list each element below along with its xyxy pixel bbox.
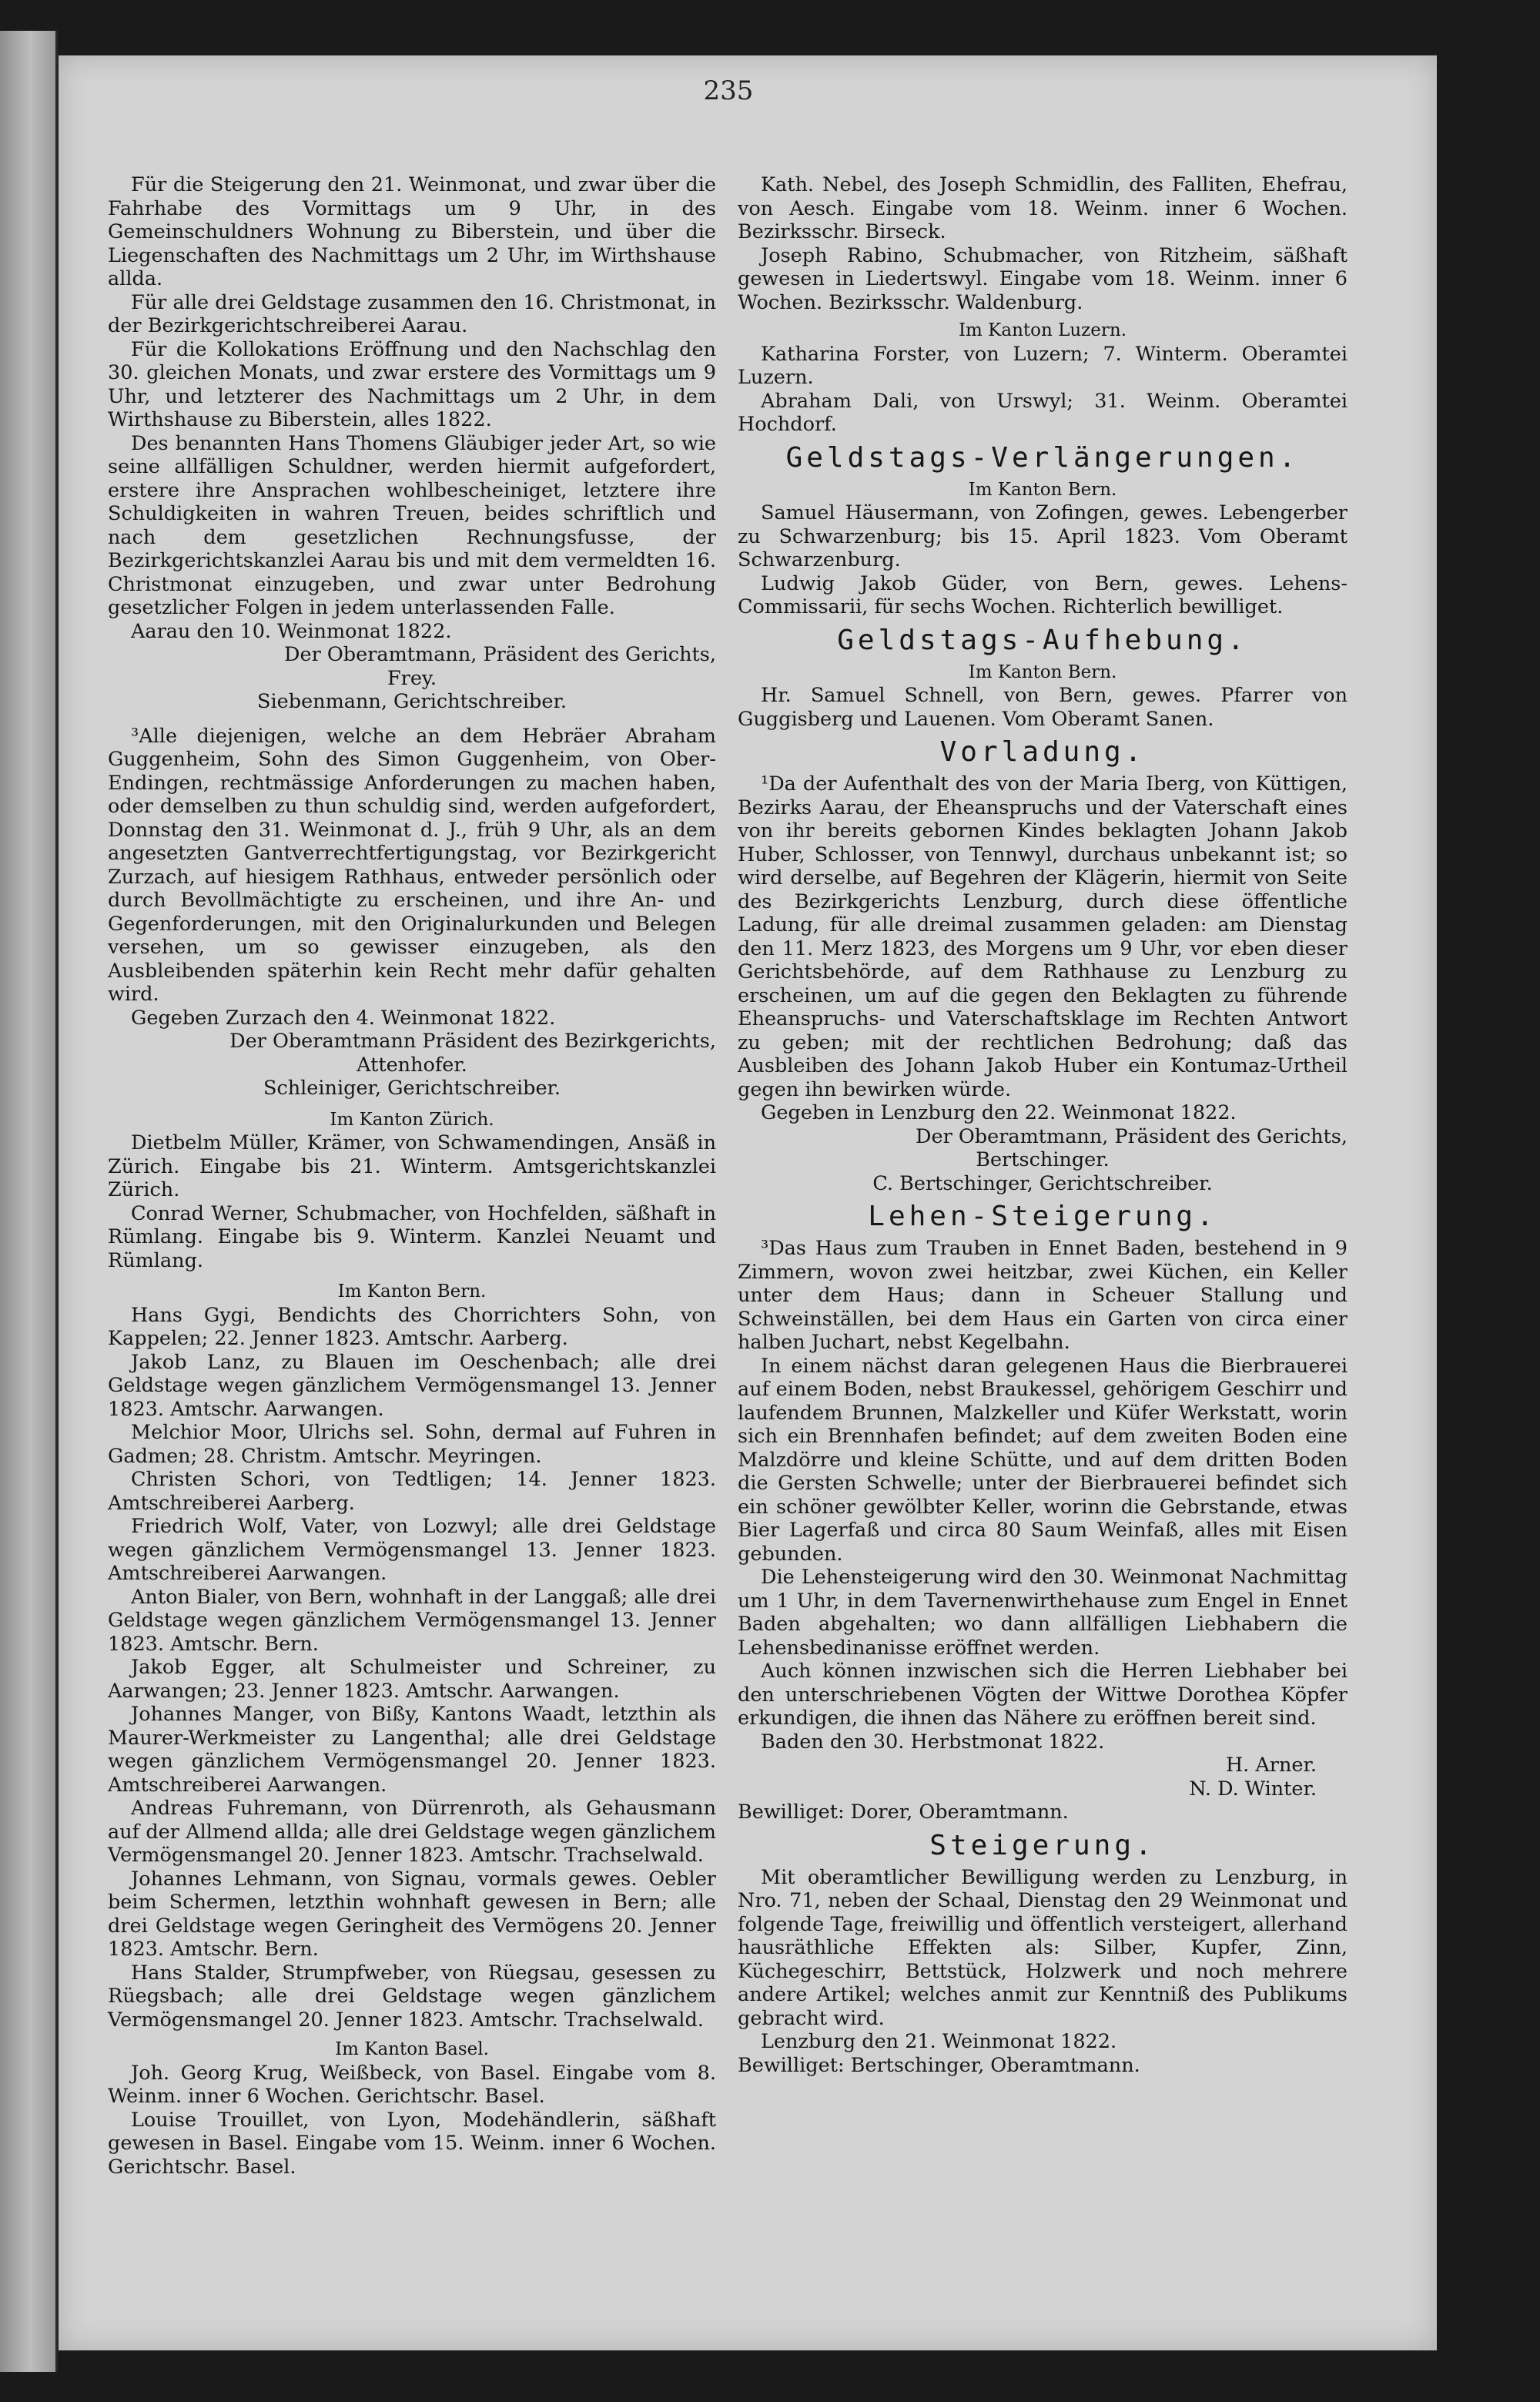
lehen-paragraph: In einem nächst daran gelegenen Haus die Bierbrauerei auf einem Boden, nebst Braukessel, gehörigem Geschirr und laufendem Brunnen, Malzkeller und Küfer Werkstatt, worin sich ein Brennhafen befindet; auf dem zweiten Boden eine Malzdörre und kleine Schütte, und auf dem dritten Boden die Gersten Schwelle; unter der Bierbrauerei befindet sich ein schöner gewölbter Keller, worinn die Gebrstande, etwas Bier Lagerfaß und circa 80 Saum Weinfaß, alles mit Eisen gebunden.	[738, 1354, 1348, 1566]
notice-guggenheim: ³Alle diejenigen, welche an dem Hebräer Abraham Guggenheim, Sohn des Simon Guggenheim, von Ober-Endingen, rechtmässige Anforderungen zu machen haben, oder demselben zu thun schuldig sind, werden aufgefordert, Donnstag den 31. Weinmonat d. J., früh 9 Uhr, als an dem angesetzten Gantverrechtfertigungstag, vor Bezirkgericht Zurzach, auf hiesigem Rathhaus, entweder persönlich oder durch Bevollmächtigte zu erscheinen, und ihre An- und Gegenforderungen, mit den Originalurkunden und Belegen versehen, um so gewisser einzugeben, als den Ausbleibenden späterhin kein Recht mehr dafür gehalten wird.	[108, 724, 716, 1006]
section-heading-steigerung: Steigerung.	[929, 1829, 1156, 1861]
left-column	[108, 173, 716, 2179]
list-item: Joseph Rabino, Schubmacher, von Ritzheim, säßhaft gewesen in Liedertswyl. Eingabe vom 18. Weinm. inner 6 Wochen. Bezirksschr. Waldenburg.	[738, 243, 1348, 314]
approval-line: Bewilliget: Dorer, Oberamtmann.	[738, 1801, 1069, 1824]
signer-line: N. D. Winter.	[1189, 1777, 1317, 1801]
intro-paragraph: Für die Kollokations Eröffnung und den Nachschlag den 30. gleichen Monats, und zwar erstere des Vormittags um 9 Uhr, und letzterer des Nachmittags um 2 Uhr, in dem Wirthshause zu Biberstein, alles 1822.	[108, 337, 716, 431]
list-item: Louise Trouillet, von Lyon, Modehändlerin, säßhaft gewesen in Basel. Eingabe vom 15. Weinm. inner 6 Wochen. Gerichtschr. Basel.	[108, 2108, 716, 2179]
date-line: Baden den 30. Herbstmonat 1822.	[761, 1730, 1105, 1754]
list-item: Conrad Werner, Schubmacher, von Hochfelden, säßhaft in Rümlang. Eingabe bis 9. Winterm. Kanzlei Neuamt und Rümlang.	[108, 1201, 716, 1272]
section-heading-vorladung: Vorladung.	[939, 736, 1146, 768]
previous-page-edge	[0, 31, 58, 2372]
list-item: Johannes Manger, von Bißy, Kantons Waadt, letzthin als Maurer-Werkmeister zu Langenthal; alle drei Geldstage wegen gänzlichem Vermögensmangel 20. Jenner 1823. Amtschreiberei Aarwangen.	[108, 1703, 716, 1797]
section-heading-verlaengerungen: Geldstags-Verlängerungen.	[785, 441, 1300, 474]
right-column	[738, 173, 1348, 2077]
list-item: Jakob Lanz, zu Blauen im Oeschenbach; alle drei Geldstage wegen gänzlichem Vermögensmangel 13. Jenner 1823. Amtschr. Aarwangen.	[108, 1350, 716, 1421]
notice-steigerung: Mit oberamtlicher Bewilligung werden zu Lenzburg, in Nro. 71, neben der Schaal, Dienstag den 29 Weinmonat und folgende Tage, freiwillig und öffentlich versteigert, allerhand hausräthliche Effekten als: Silber, Kupfer, Zinn, Küchegeschirr, Bettstück, Holzwerk und noch mehrere andere Artikel; welches anmit zur Kenntniß des Publikums gebracht wird.	[738, 1865, 1348, 2030]
list-item: Hr. Samuel Schnell, von Bern, gewes. Pfarrer von Guggisberg und Lauenen. Vom Oberamt Sanen.	[738, 684, 1348, 731]
date-line: Lenzburg den 21. Weinmonat 1822.	[761, 2030, 1117, 2053]
signer-line: Der Oberamtmann, Präsident des Gerichts,	[284, 643, 716, 666]
lehen-paragraph: ³Das Haus zum Trauben in Ennet Baden, bestehend in 9 Zimmern, wovon zwei heitzbar, zwei Küchen, ein Keller unter dem Haus; dann in Scheuer Stallung und Schweinställen, bei dem Haus ein Garten von circa einer halben Juchart, nebst Kegelbahn.	[738, 1237, 1348, 1354]
lehen-paragraph: Die Lehensteigerung wird den 30. Weinmonat Nachmittag um 1 Uhr, in dem Tavernenwirthehause zum Engel in Ennet Baden abgehalten; wo dann allfälligen Liebhabern die Lehensbedinanisse eröffnet werden.	[738, 1566, 1348, 1660]
list-item: Hans Gygi, Bendichts des Chorrichters Sohn, von Kappelen; 22. Jenner 1823. Amtschr. Aarberg.	[108, 1303, 716, 1350]
section-heading-lehen-steigerung: Lehen-Steigerung.	[868, 1201, 1217, 1232]
date-line: Gegeben in Lenzburg den 22. Weinmonat 1822.	[761, 1101, 1237, 1124]
list-item: Melchior Moor, Ulrichs sel. Sohn, dermal auf Fuhren in Gadmen; 28. Christm. Amtschr. Meyringen.	[108, 1421, 716, 1468]
list-item: Friedrich Wolf, Vater, von Lozwyl; alle drei Geldstage wegen gänzlichem Vermögensmangel 13. Jenner 1823. Amtschreiberei Aarwangen.	[108, 1515, 716, 1585]
list-item: Christen Schori, von Tedtligen; 14. Jenner 1823. Amtschreiberei Aarberg.	[108, 1468, 716, 1515]
canton-heading: Im Kanton Zürich.	[330, 1109, 494, 1130]
signer-line: Bertschinger.	[976, 1148, 1110, 1171]
lehen-paragraph: Auch können inzwischen sich die Herren Liebhaber bei den unterschriebenen Vögten der Wittwe Dorothea Köpfer erkundigen, die ihnen das Nähere zu eröffnen bereit sind.	[738, 1660, 1348, 1730]
intro-paragraph: Des benannten Hans Thomens Gläubiger jeder Art, so wie seine allfälligen Schuldner, werden hiermit aufgefordert, erstere ihre Ansprachen wohlbescheiniget, letztere ihre Schuldigkeiten in wahren Treuen, beides schriftlich und nach dem gesetzlichen Rechnungsfusse, der Bezirkgerichtskanzlei Aarau bis und mit dem vermeldten 16. Christmonat einzugeben, und zwar unter Bedrohung gesetzlicher Folgen in jedem unterlassenden Falle.	[108, 431, 716, 619]
list-item: Katharina Forster, von Luzern; 7. Winterm. Oberamtei Luzern.	[738, 342, 1348, 389]
list-item: Andreas Fuhremann, von Dürrenroth, als Gehausmann auf der Allmend allda; alle drei Geldstage wegen gänzlichem Vermögensmangel 20. Jenner 1823. Amtschr. Trachselwald.	[108, 1797, 716, 1867]
list-item: Ludwig Jakob Güder, von Bern, gewes. Lehens-Commissarii, für sechs Wochen. Richterlich bewilliget.	[738, 571, 1348, 618]
approval-line: Bewilliget: Bertschinger, Oberamtmann.	[738, 2053, 1140, 2077]
list-item: Samuel Häusermann, von Zofingen, gewes. Lebengerber zu Schwarzenburg; bis 15. April 1823. Vom Oberamt Schwarzenburg.	[738, 501, 1348, 571]
intro-paragraph: Für alle drei Geldstage zusammen den 16. Christmonat, in der Bezirkgerichtschreiberei Aarau.	[108, 290, 716, 337]
page-number: 235	[703, 75, 754, 106]
signer-line: Siebenmann, Gerichtschreiber.	[257, 690, 567, 713]
signer-line: Attenhofer.	[357, 1053, 467, 1077]
notice-vorladung: ¹Da der Aufenthalt des von der Maria Iberg, von Küttigen, Bezirks Aarau, der Eheanspruchs und der Vaterschaft eines von ihr bereits gebornen Kindes beklagten Johann Jakob Huber, Schlosser, von Tennwyl, durchaus unbekannt ist; so wird derselbe, auf Begehren der Klägerin, hiermit von Seite des Bezirkgerichts Lenzburg, durch diese öffentliche Ladung, für alle dreimal zusammen geladen: am Dienstag den 11. Merz 1823, des Morgens um 9 Uhr, vor eben dieser Gerichtsbehörde, auf dem Rathhause zu Lenzburg zu erscheinen, um auf die gegen den Beklagten zu führende Eheanspruchs- und Vaterschaftsklage im Rechten Antwort zu geben; mit der rechtlichen Bedrohung; daß das Ausbleiben des Johann Jakob Huber ein Kontumaz-Urtheil gegen ihn bewirken würde.	[738, 772, 1348, 1101]
section-heading-aufhebung: Geldstags-Aufhebung.	[837, 624, 1248, 656]
list-item: Abraham Dali, von Urswyl; 31. Weinm. Oberamtei Hochdorf.	[738, 389, 1348, 436]
list-item: Johannes Lehmann, von Signau, vormals gewes. Oebler beim Schermen, letzthin wohnhaft gewesen in Bern; alle drei Geldstage wegen Geringheit des Vermögens 20. Jenner 1823. Amtschr. Bern.	[108, 1867, 716, 1961]
canton-heading: Im Kanton Bern.	[968, 479, 1117, 500]
signer-line: H. Arner.	[1225, 1754, 1317, 1777]
canton-heading: Im Kanton Basel.	[335, 2039, 489, 2059]
canton-heading: Im Kanton Bern.	[968, 662, 1117, 682]
canton-heading: Im Kanton Bern.	[337, 1281, 487, 1302]
list-item: Joh. Georg Krug, Weißbeck, von Basel. Eingabe vom 8. Weinm. inner 6 Wochen. Gerichtschr. Basel.	[108, 2061, 716, 2108]
signer-line: Frey.	[387, 666, 437, 690]
list-item: Jakob Egger, alt Schulmeister und Schreiner, zu Aarwangen; 23. Jenner 1823. Amtschr. Aarwangen.	[108, 1656, 716, 1703]
date-line: Gegeben Zurzach den 4. Weinmonat 1822.	[131, 1006, 556, 1030]
date-line: Aarau den 10. Weinmonat 1822.	[131, 619, 452, 643]
intro-paragraph: Für die Steigerung den 21. Weinmonat, und zwar über die Fahrhabe des Vormittags um 9 Uhr, in des Gemeinschuldners Wohnung zu Biberstein, und über die Liegenschaften des Nachmittags um 2 Uhr, im Wirthshause allda.	[108, 173, 716, 290]
signer-line: C. Bertschinger, Gerichtschreiber.	[872, 1171, 1213, 1195]
signer-line: Der Oberamtmann Präsident des Bezirkgerichts,	[229, 1030, 716, 1053]
canton-heading: Im Kanton Luzern.	[958, 320, 1127, 340]
list-item: Dietbelm Müller, Krämer, von Schwamendingen, Ansäß in Zürich. Eingabe bis 21. Winterm. Amtsgerichtskanzlei Zürich.	[108, 1131, 716, 1201]
list-item: Kath. Nebel, des Joseph Schmidlin, des Falliten, Ehefrau, von Aesch. Eingabe vom 18. Weinm. inner 6 Wochen. Bezirksschr. Birseck.	[738, 173, 1348, 243]
signer-line: Der Oberamtmann, Präsident des Gerichts,	[916, 1124, 1348, 1148]
list-item: Hans Stalder, Strumpfweber, von Rüegsau, gesessen zu Rüegsbach; alle drei Geldstage wegen gänzlichem Vermögensmangel 20. Jenner 1823. Amtschr. Trachselwald.	[108, 1961, 716, 2032]
signer-line: Schleiniger, Gerichtschreiber.	[263, 1077, 561, 1100]
list-item: Anton Bialer, von Bern, wohnhaft in der Langgaß; alle drei Geldstage wegen gänzlichem Vermögensmangel 13. Jenner 1823. Amtschr. Bern.	[108, 1585, 716, 1656]
